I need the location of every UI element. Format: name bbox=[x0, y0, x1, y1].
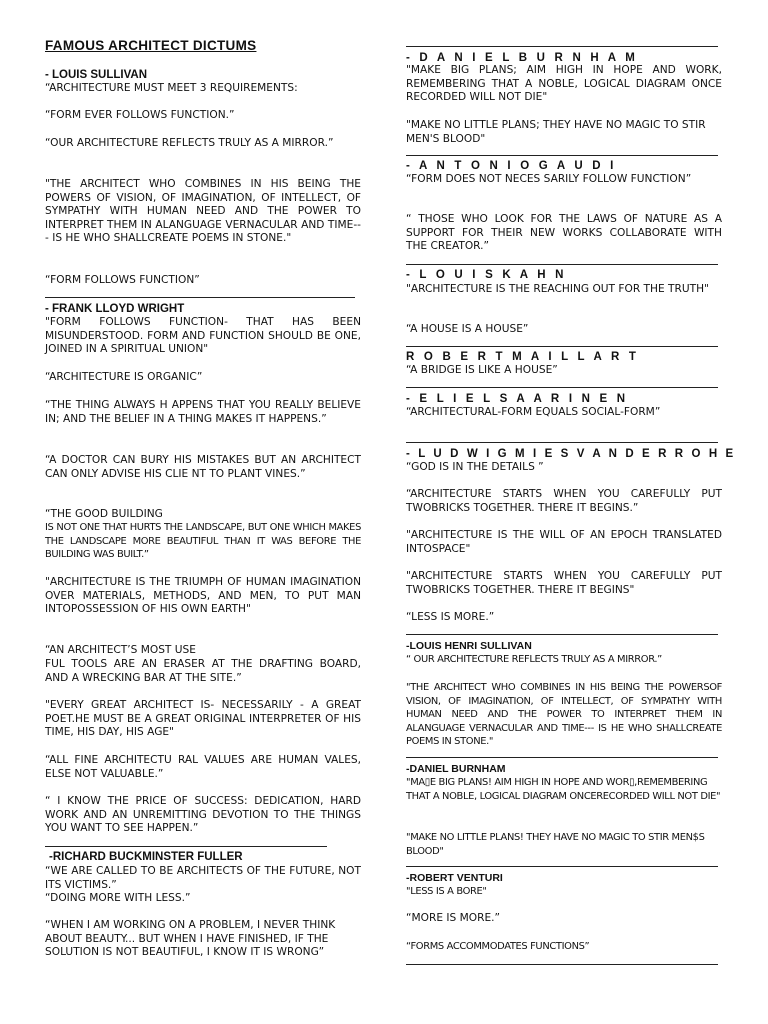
divider bbox=[406, 264, 718, 265]
quote: “LESS IS MORE.” bbox=[406, 611, 495, 623]
architect-heading-mies-van-der-rohe: - L U D W I G M I E S V A N D E R R O H E bbox=[406, 448, 736, 460]
quote: “FORM FOLLOWS FUNCTION” bbox=[45, 274, 200, 286]
quote: IS NOT ONE THAT HURTS THE LANDSCAPE, BUT ONE WHICH MAKES THE LANDSCAPE MORE BEAUTIFUL THAN IT WAS BEFORE THE BUILDING WAS BUILT.” bbox=[45, 522, 361, 560]
quote: “ARCHITECTURE STARTS WHEN YOU CAREFULLY PUT TWOBRICKS TOGETHER. THERE IT BEGINS.” bbox=[406, 488, 722, 514]
quote: “ THOSE WHO LOOK FOR THE LAWS OF NATURE AS A SUPPORT FOR THEIR NEW WORKS COLLABORATE WITH THE CREATOR.” bbox=[406, 213, 722, 252]
quote: “MORE IS MORE.” bbox=[406, 912, 500, 924]
divider bbox=[406, 866, 718, 867]
quote: “THE GOOD BUILDING bbox=[45, 508, 163, 520]
quote: “ I KNOW THE PRICE OF SUCCESS: DEDICATION, HARD WORK AND AN UNREMITTING DEVOTION TO THE THINGS YOU WANT TO SEE HAPPEN.” bbox=[45, 795, 361, 834]
quote: "THE ARCHITECT WHO COMBINES IN HIS BEING THE POWERS OF VISION, OF IMAGINATION, OF INTELLECT, OF SYMPATHY WITH HUMAN NEED AND THE POWER TO INTERPRET THEM IN ALANGUAGE VERNACULAR AND TIME--- IS HE WHO SHALLCREATE POEMS IN STONE." bbox=[45, 178, 361, 244]
quote: FUL TOOLS ARE AN ERASER AT THE DRAFTING BOARD, AND A WRECKING BAR AT THE SITE.” bbox=[45, 658, 361, 684]
quote: "FORM FOLLOWS FUNCTION- THAT HAS BEEN MISUNDERSTOOD. FORM AND FUNCTION SHOULD BE ONE, JOINED IN A SPIRITUAL UNION" bbox=[45, 316, 361, 355]
architect-heading-daniel-burnham: - D A N I E L B U R N H A M bbox=[406, 52, 639, 64]
quote: “ALL FINE ARCHITECTU RAL VALUES ARE HUMAN VALES, ELSE NOT VALUABLE.” bbox=[45, 754, 361, 780]
architect-heading-eliel-saarinen: - E L I E L S A A R I N E N bbox=[406, 393, 629, 405]
architect-heading-frank-lloyd-wright: - FRANK LLOYD WRIGHT bbox=[45, 303, 185, 315]
quote: “ARCHITECTURE IS ORGANIC” bbox=[45, 371, 203, 383]
quote: “A DOCTOR CAN BURY HIS MISTAKES BUT AN ARCHITECT CAN ONLY ADVISE HIS CLIE NT TO PLANT VINES.” bbox=[45, 454, 361, 480]
quote: “ OUR ARCHITECTURE REFLECTS TRULY AS A MIRROR.” bbox=[406, 654, 662, 665]
divider bbox=[406, 387, 718, 388]
architect-heading-robert-maillart: R O B E R T M A I L L A R T bbox=[406, 351, 640, 363]
quote: "LESS IS A BORE" bbox=[406, 886, 487, 897]
divider bbox=[406, 964, 718, 965]
divider bbox=[406, 346, 718, 347]
quote: “FORMS ACCOMMODATES FUNCTIONS” bbox=[406, 941, 590, 952]
quote: “WHEN I AM WORKING ON A PROBLEM, I NEVER THINK ABOUT BEAUTY... BUT WHEN I HAVE FINISHED, IF THE SOLUTION IS NOT BEAUTIFUL, I KNOW IT IS WRONG” bbox=[45, 919, 336, 958]
divider bbox=[45, 846, 327, 847]
quote: “WE ARE CALLED TO BE ARCHITECTS OF THE FUTURE, NOT ITS VICTIMS.” bbox=[45, 865, 361, 891]
divider bbox=[406, 46, 718, 47]
divider bbox=[406, 757, 718, 758]
quote: “THE THING ALWAYS H APPENS THAT YOU REALLY BELIEVE IN; AND THE BELIEF IN A THING MAKES IT HAPPENS.” bbox=[45, 399, 361, 425]
quote: “FORM EVER FOLLOWS FUNCTION.” bbox=[45, 109, 235, 121]
quote: “DOING MORE WITH LESS.” bbox=[45, 892, 191, 904]
quote: “A HOUSE IS A HOUSE” bbox=[406, 323, 529, 335]
quote: “AN ARCHITECT’S MOST USE bbox=[45, 644, 196, 656]
architect-heading-buckminster-fuller: -RICHARD BUCKMINSTER FULLER bbox=[49, 851, 243, 863]
quote: "EVERY GREAT ARCHITECT IS- NECESSARILY - A GREAT POET.HE MUST BE A GREAT ORIGINAL INTERPRETER OF HIS TIME, HIS DAY, HIS AGE" bbox=[45, 699, 361, 738]
quote: "ARCHITECTURE STARTS WHEN YOU CAREFULLY PUT TWOBRICKS TOGETHER. THERE IT BEGINS" bbox=[406, 570, 722, 596]
architect-heading-robert-venturi: -ROBERT VENTURI bbox=[406, 872, 503, 884]
divider bbox=[45, 297, 355, 298]
quote: “FORM DOES NOT NECES SARILY FOLLOW FUNCTION” bbox=[406, 173, 692, 185]
quote: "MAKE NO LITTLE PLANS! THEY HAVE NO MAGIC TO STIR MEN$S BLOOD" bbox=[406, 832, 705, 857]
architect-heading-louis-kahn: - L O U I S K A H N bbox=[406, 269, 567, 281]
quote: "ARCHITECTURE IS THE TRIUMPH OF HUMAN IMAGINATION OVER MATERIALS, METHODS, AND MEN, TO PUT MAN INTOPOSSESSION OF HIS OWN EARTH" bbox=[45, 576, 361, 615]
quote: "MA▯E BIG PLANS! AIM HIGH IN HOPE AND WOR▯,REMEMBERING THAT A NOBLE, LOGICAL DIAGRAM ONCERECORDED WILL NOT DIE" bbox=[406, 777, 721, 802]
quote: "ARCHITECTURE IS THE REACHING OUT FOR THE TRUTH" bbox=[406, 283, 709, 295]
quote: "ARCHITECTURE IS THE WILL OF AN EPOCH TRANSLATED INTOSPACE" bbox=[406, 529, 722, 555]
architect-heading-antonio-gaudi: - A N T O N I O G A U D I bbox=[406, 160, 617, 172]
architect-heading-louis-henri-sullivan: -LOUIS HENRI SULLIVAN bbox=[406, 640, 532, 652]
divider bbox=[406, 155, 718, 156]
architect-heading-louis-sullivan: - LOUIS SULLIVAN bbox=[45, 69, 148, 81]
quote: “A BRIDGE IS LIKE A HOUSE” bbox=[406, 364, 558, 376]
quote: “OUR ARCHITECTURE REFLECTS TRULY AS A MIRROR.” bbox=[45, 137, 334, 149]
divider bbox=[406, 442, 718, 443]
quote: "THE ARCHITECT WHO COMBINES IN HIS BEING THE POWERSOF VISION, OF IMAGINATION, OF INTELLECT, OF SYMPATHY WITH HUMAN NEED AND THE POWER TO INTERPRET THEM IN ALANGUAGE VERNACULAR AND TIME--- IS HE WHO SHALLCREATE POEMS IN STONE." bbox=[406, 682, 722, 747]
quote: “ARCHITECTURAL-FORM EQUALS SOCIAL-FORM” bbox=[406, 406, 661, 418]
quote: “ARCHITECTURE MUST MEET 3 REQUIREMENTS: bbox=[45, 82, 298, 94]
page-title: FAMOUS ARCHITECT DICTUMS bbox=[45, 38, 257, 53]
quote: "MAKE NO LITTLE PLANS; THEY HAVE NO MAGIC TO STIR MEN'S BLOOD" bbox=[406, 119, 706, 145]
architect-heading-daniel-burnham-2: -DANIEL BURNHAM bbox=[406, 763, 506, 775]
divider bbox=[406, 634, 718, 635]
quote: “GOD IS IN THE DETAILS ” bbox=[406, 461, 544, 473]
quote: "MAKE BIG PLANS; AIM HIGH IN HOPE AND WORK, REMEMBERING THAT A NOBLE, LOGICAL DIAGRAM ONCE RECORDED WILL NOT DIE" bbox=[406, 64, 722, 103]
